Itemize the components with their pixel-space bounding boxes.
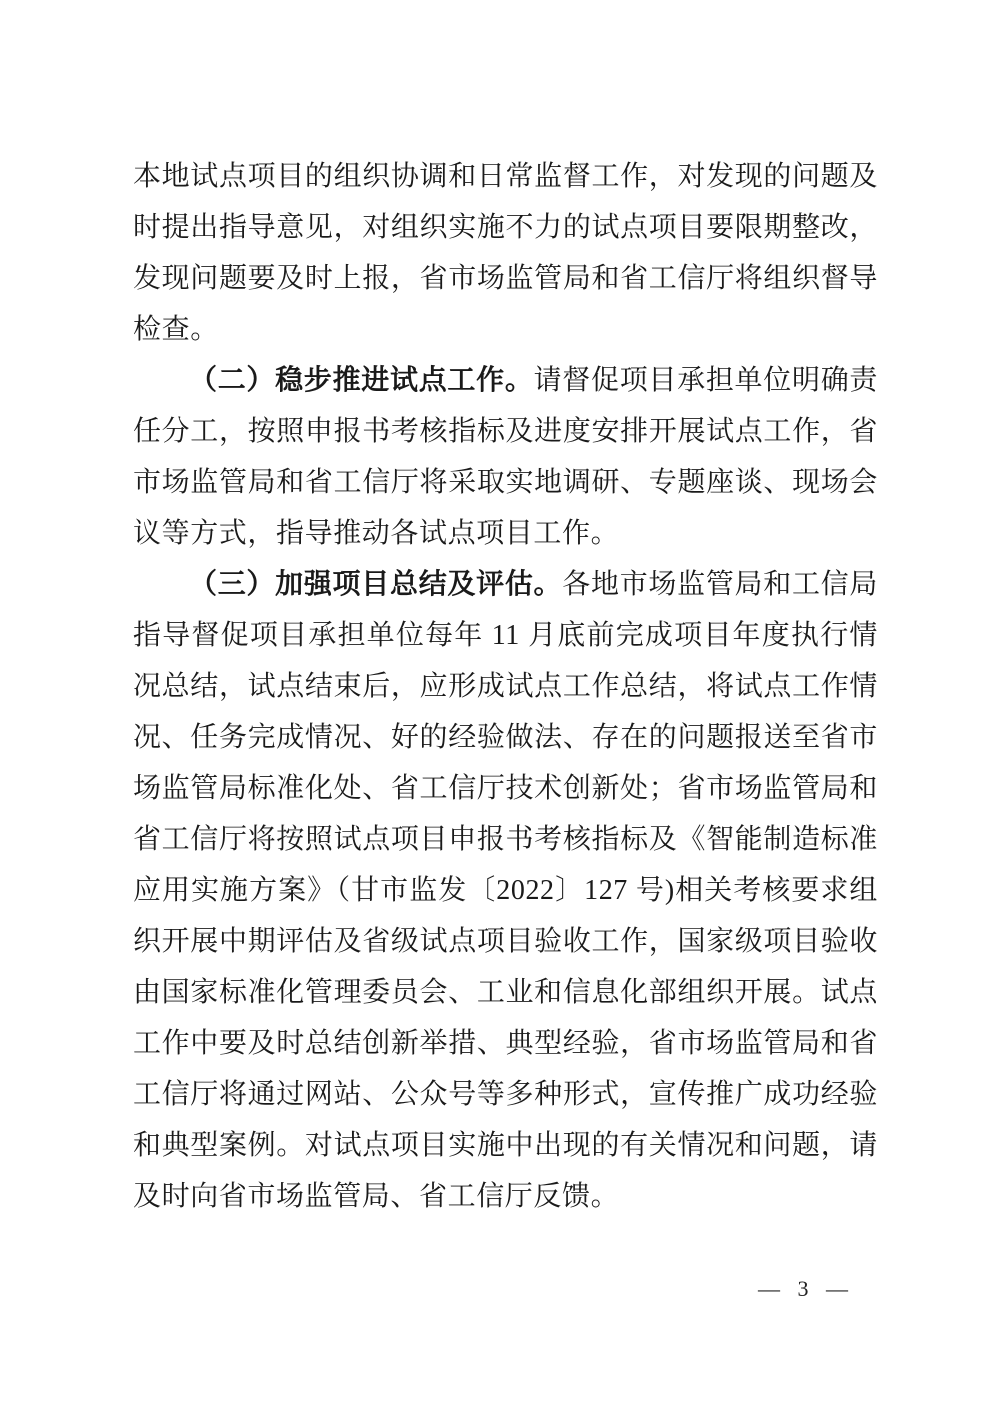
paragraph-text: 本地试点项目的组织协调和日常监督工作，对发现的问题及时提出指导意见，对组织实施不力的试点项目要限期整改，发现问题要及时上报，省市场监管局和省工信厅将组织督导检查。 — [133, 161, 878, 345]
page-footer — [758, 1276, 850, 1302]
paragraph-text: 请督促项目承担单位明确责任分工，按照申报书考核指标及进度安排开展试点工作，省市场监管局和省工信厅将采取实地调研、专题座谈、现场会议等方式，指导推动各试点项目工作。 — [133, 365, 879, 549]
paragraph — [133, 151, 878, 355]
document-body — [133, 151, 878, 1222]
paragraph-heading: （二）稳步推进试点工作。 — [189, 365, 534, 396]
paragraph-heading: （三）加强项目总结及评估。 — [189, 569, 563, 600]
paragraph — [133, 559, 878, 1222]
paragraph — [133, 355, 878, 559]
page-number: — 3 — — [758, 1276, 850, 1301]
paragraph-text: 各地市场监管局和工信局指导督促项目承担单位每年 11 月底前完成项目年度执行情况总结，试点结束后，应形成试点工作总结，将试点工作情况、任务完成情况、好的经验做法、存在的问题报送至省市场监管局标准化处、省工信厅技术创新处；省市场监管局和省工信厅将按照试点项目申报书考核指标及《智能制造标准应用实施方案》（甘市监发〔2022〕127 号)相关考核要求组织开展中期评估及省级试点项目验收工作，国家级项目验收由国家标准化管理委员会、工业和信息化部组织开展。试点工作中要及时总结创新举措、典型经验，省市场监管局和省工信厅将通过网站、公众号等多种形式，宣传推广成功经验和典型案例。对试点项目实施中出现的有关情况和问题，请及时向省市场监管局、省工信厅反馈。 — [133, 569, 878, 1212]
